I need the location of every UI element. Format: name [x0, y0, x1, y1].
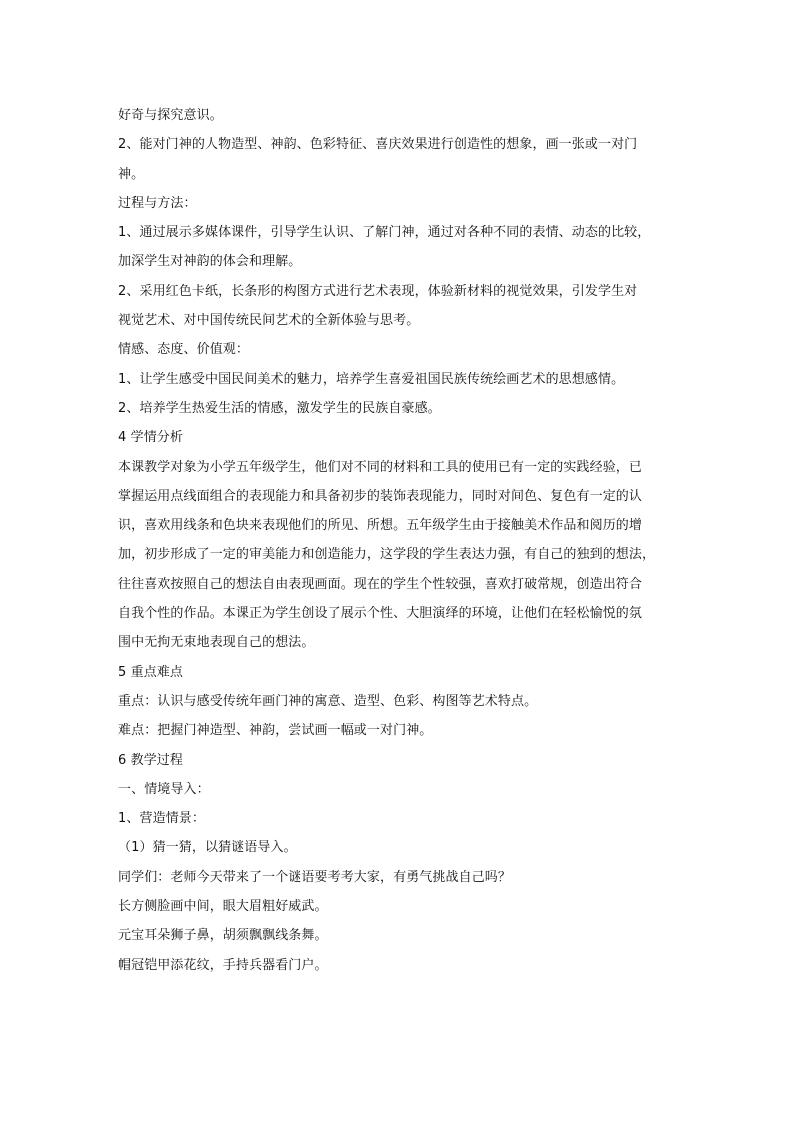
- text-line: 1、营造情景：: [118, 811, 205, 827]
- text-line: 识，喜欢用线条和色块来表现他们的所见、所想。五年级学生由于接触美术作品和阅历的增: [118, 518, 643, 534]
- text-line: 难点：把握门神造型、神韵，尝试画一幅或一对门神。: [118, 723, 433, 739]
- text-line: 好奇与探究意识。: [118, 108, 223, 123]
- text-line: 本课教学对象为小学五年级学生，他们对不同的材料和工具的使用已有一定的实践经验，已: [118, 459, 643, 475]
- text-line: 2、采用红色卡纸，长条形的构图方式进行艺术表现，体验新材料的视觉效果，引发学生对: [118, 283, 638, 299]
- text-line: 2、培养学生热爱生活的情感，激发学生的民族自豪感。: [118, 400, 441, 416]
- text-line: 2、能对门神的人物造型、神韵、色彩特征、喜庆效果进行创造性的想象，画一张或一对门: [118, 137, 638, 153]
- text-line: 围中无拘无束地表现自己的想法。: [118, 635, 315, 651]
- document-body: [118, 101, 684, 980]
- text-line: 同学们：老师今天带来了一个谜语要考考大家，有勇气挑战自己吗？: [118, 869, 512, 885]
- text-line: 长方侧脸画中间，眼大眉粗好威武。: [118, 899, 328, 915]
- text-line: 一、情境导入：: [118, 781, 210, 797]
- text-line: （1）猜一猜，以猜谜语导入。: [118, 840, 297, 856]
- text-line: 加深学生对神韵的体会和理解。: [118, 254, 302, 270]
- text-line: 元宝耳朵狮子鼻，胡须飘飘线条舞。: [118, 928, 328, 944]
- text-line: 往往喜欢按照自己的想法自由表现画面。现在的学生个性较强，喜欢打破常规，创造出符合: [118, 576, 643, 592]
- text-line: 1、通过展示多媒体课件，引导学生认识、了解门神，通过对各种不同的表情、动态的比较，: [118, 225, 651, 241]
- section-heading: 过程与方法：: [118, 195, 197, 211]
- text-line: 自我个性的作品。本课正为学生创设了展示个性、大胆演绎的环境，让他们在轻松愉悦的氛: [118, 606, 643, 622]
- text-line: 帽冠铠甲添花纹，手持兵器看门户。: [118, 957, 328, 973]
- text-line: 掌握运用点线面组合的表现能力和具备初步的装饰表现能力，同时对间色、复色有一定的认: [118, 488, 643, 504]
- text-line: 视觉艺术、对中国传统民间艺术的全新体验与思考。: [118, 313, 420, 329]
- text-line: 神。: [118, 166, 145, 182]
- section-heading: 4 学情分析: [118, 430, 184, 446]
- text-line: 加，初步形成了一定的审美能力和创造能力，这学段的学生表达力强，有自己的独到的想法，: [118, 547, 656, 563]
- text-line: 1、让学生感受中国民间美术的魅力，培养学生喜爱祖国民族传统绘画艺术的思想感情。: [118, 371, 625, 387]
- text-line: 重点：认识与感受传统年画门神的寓意、造型、色彩、构图等艺术特点。: [118, 693, 538, 709]
- section-heading: 5 重点难点: [118, 664, 184, 680]
- section-heading: 6 教学过程: [118, 752, 184, 768]
- section-heading: 情感、态度、价值观：: [118, 342, 250, 358]
